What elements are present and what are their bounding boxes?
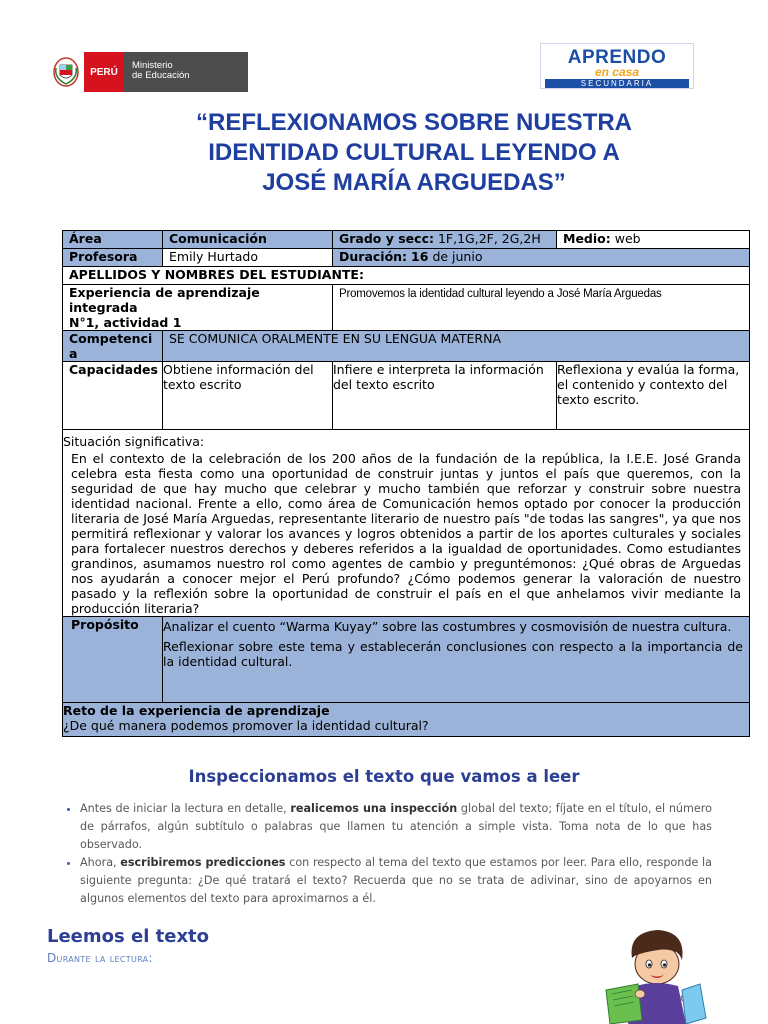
inspeccion-list	[62, 800, 712, 908]
peru-label: PERÚ	[84, 52, 124, 92]
grado-cell: Grado y secc: 1F,1G,2F, 2G,2H	[333, 231, 557, 249]
capacidad-1: Obtiene información del texto escrito	[163, 362, 333, 430]
ministerio-label: Ministerio de Educación	[124, 52, 248, 92]
competencia-label: Competencia	[63, 331, 163, 362]
competencia-value: SE COMUNICA ORALMENTE EN SU LENGUA MATERNA	[163, 331, 750, 362]
profesora-value: Emily Hurtado	[163, 249, 333, 267]
reto-label: Reto de la experiencia de aprendizaje	[63, 703, 330, 718]
durante-subheading: Durante la lectura:	[47, 951, 153, 965]
proposito-label: Propósito	[63, 617, 163, 703]
situacion-significativa	[63, 430, 750, 617]
aprendo-en-casa-logo: APRENDO en casa SECUNDARIA	[540, 43, 694, 89]
situacion-label: Situación significativa:	[63, 434, 205, 449]
list-item: • Antes de iniciar la lectura en detalle, realicemos una inspección global del texto; fíjate en el título, el número de párrafos, algún subtítulo o palabras que llamen tu atención a simple vista. Toma nota de lo que has observado.	[80, 800, 712, 854]
reading-kid-illustration	[602, 928, 714, 1024]
experiencia-label: Experiencia de aprendizaje integrada N°1, actividad 1	[63, 285, 333, 331]
page-title: “REFLEXIONAMOS SOBRE NUESTRA IDENTIDAD CULTURAL LEYENDO A JOSÉ MARÍA ARGUEDAS”	[195, 109, 633, 196]
peru-shield-icon	[48, 52, 84, 92]
capacidad-2: Infiere e interpreta la información del texto escrito	[333, 362, 557, 430]
duracion-cell: Duración: 16 de junio	[333, 249, 750, 267]
area-label: Área	[63, 231, 163, 249]
activity-info-table	[62, 230, 750, 737]
medio-cell: Medio: web	[557, 231, 750, 249]
list-item: • Ahora, escribiremos predicciones con respecto al tema del texto que estamos por leer. Para ello, responde la siguiente pregunta: ¿De qué tratará el texto? Recuerda que no se trata de adivinar, sino de apoyarnos en algunos elementos del texto para aproximarnos a él.	[80, 854, 712, 908]
capacidad-3: Reflexiona y evalúa la forma, el contenido y contexto del texto escrito.	[557, 362, 750, 430]
profesora-label: Profesora	[63, 249, 163, 267]
situacion-text: En el contexto de la celebración de los 200 años de la fundación de la república, la I.E.E. José Granda celebra esta fiesta como una oportunidad de construir juntas y juntos el país que queremos, con la seguridad de que hay mucho que celebrar y mucho también que reforzar y construir sobre nuestra identidad nacional. Frente a ello, como área de Comunicación hemos optado por conocer la producción literaria de José María Arguedas, representante literario de nuestro país "de todas las sangres", ya que nos permitirá reflexionar y valorar los avances y logros obtenidos a partir de los aportes culturales y sociales para fortalecer nuestros derechos y deberes referidos a la igualdad de oportunidades. Como estudiantes grandinos, asumamos nuestro rol como agentes de cambio y preguntémonos: ¿Qué obras de Arguedas nos ayudarán a conocer mejor el Perú profundo? ¿Cómo podemos generar la valoración de nuestro pasado y la reflexión sobre la oportunidad de construir el país en el que anhelamos vivir mediante la producción literaria?	[71, 451, 741, 616]
student-name-field[interactable]: APELLIDOS Y NOMBRES DEL ESTUDIANTE:	[63, 267, 750, 285]
ministerio-logo	[48, 52, 248, 92]
reto-cell	[63, 703, 750, 737]
reto-value: ¿De qué manera podemos promover la identidad cultural?	[63, 718, 429, 733]
leemos-heading: Leemos el texto	[47, 926, 210, 947]
inspeccion-heading: Inspeccionamos el texto que vamos a leer	[188, 767, 580, 786]
capacidades-label: Capacidades	[63, 362, 163, 430]
area-value: Comunicación	[163, 231, 333, 249]
proposito-value: Analizar el cuento “Warma Kuyay” sobre las costumbres y cosmovisión de nuestra cultura. Reflexionar sobre este tema y establecerán conclusiones con respecto a la importancia de la identidad cultural.	[163, 617, 750, 703]
experiencia-value: Promovemos la identidad cultural leyendo a José María Arguedas	[333, 285, 750, 331]
